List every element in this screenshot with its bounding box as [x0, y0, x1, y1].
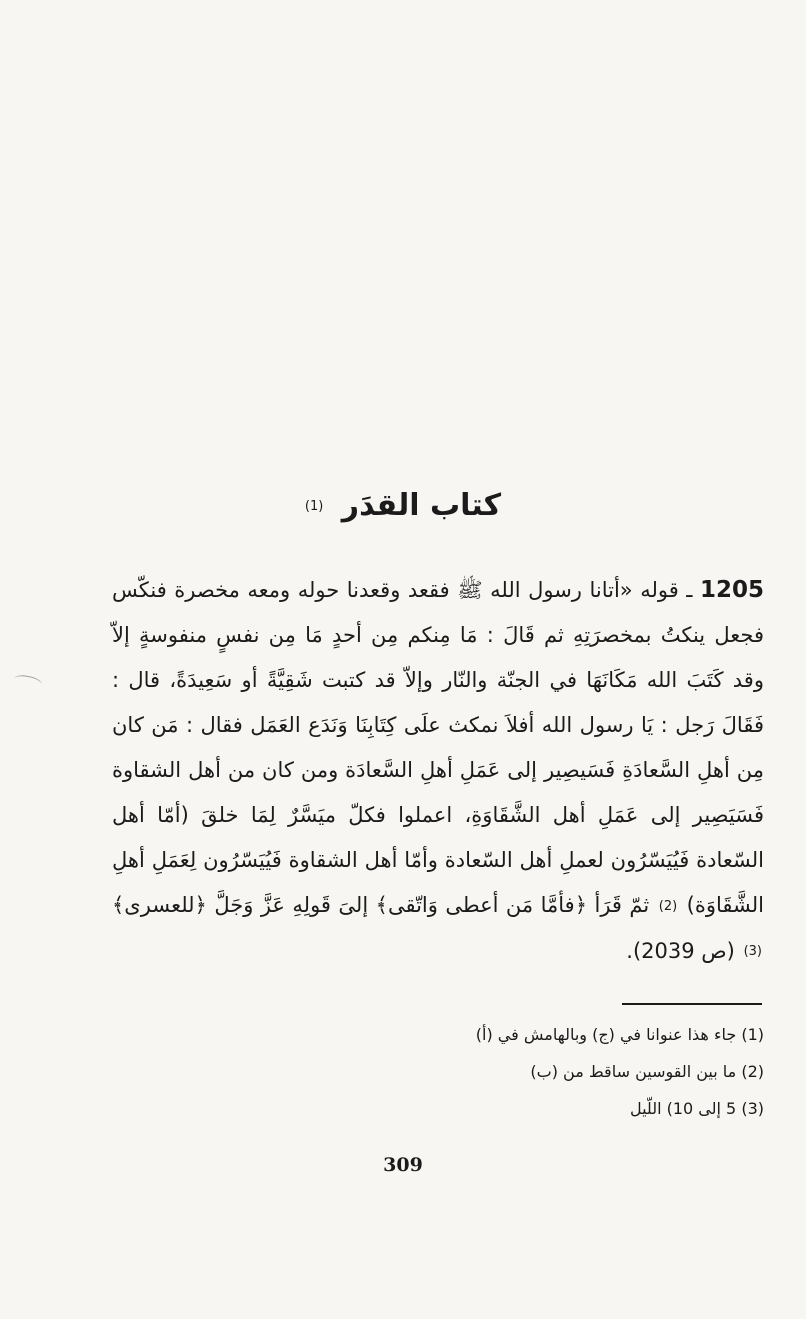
page-number: 309	[383, 1154, 423, 1176]
chapter-title	[0, 484, 806, 529]
footnote-divider	[622, 1003, 762, 1005]
margin-mark	[13, 673, 43, 690]
hadith-number: 1205	[699, 577, 764, 603]
footnotes-list	[300, 1016, 764, 1127]
hadith-text-part1: ـ قوله «أتانا رسول الله ﷺ فقعد وقعدنا حوله ومعه مخصرة فنكّس فجعل ينكتُ بمخصرَتِهِ ثم قَالَ : مَا مِنكم مِن أحدٍ مَا مِن نفسٍ منفوسةٍ إلاّ وقد كَتَبَ الله مَكَانَهَا في الجنّة والنّار وإلاّ قد كتبت شَقِيَّةً أو سَعِيدَةً، قال : فَقَالَ رَجل : يَا رسول الله أفلاَ نمكث علَى كِتَابِنَا وَنَدَع العَمَل فقال : مَن كان مِن أهلِ السَّعادَةِ فَسَيصِير إلى عَمَلِ أهلِ السَّعادَة ومن كان من أهل الشقاوة فَسَيَصِير إلى عَمَلِ أهل الشَّقَاوَةِ، اعملوا فكلّ ميَسَّرٌ لِمَا خلقَ (أمّا أهل السّعادة فَيُيَسّرُون لعملِ أهل السّعادة وأمّا أهل الشقاوة فَيُيَسّرُون لِعَمَلِ أهلِ الشَّقَاوَة)	[112, 578, 764, 917]
hadith-text-part2: ثمّ قَرَأ ﴿فأمَّا مَن أعطى وَاتّقى﴾ إلىَ قَولِهِ عَزَّ وَجَلَّ ﴿للعسرى﴾	[112, 893, 650, 917]
chapter-footnote-ref: (1)	[304, 498, 324, 514]
footnote-item: (1) جاء هذا عنوانا في (ج) وبالهامش في (أ)	[475, 1025, 764, 1044]
hadith-text-part3: (ص 2039).	[626, 938, 735, 963]
hadith-paragraph	[112, 568, 764, 974]
hadith-footnote-ref-2: (2)	[658, 898, 678, 914]
footnote-item: (2) ما بين القوسين ساقط من (ب)	[530, 1062, 764, 1081]
chapter-title-text: كتاب القدَر	[341, 488, 502, 523]
footnote-item: (3) 5 إلى 10) اللّيل	[629, 1099, 764, 1118]
hadith-footnote-ref-3: (3)	[743, 944, 762, 959]
